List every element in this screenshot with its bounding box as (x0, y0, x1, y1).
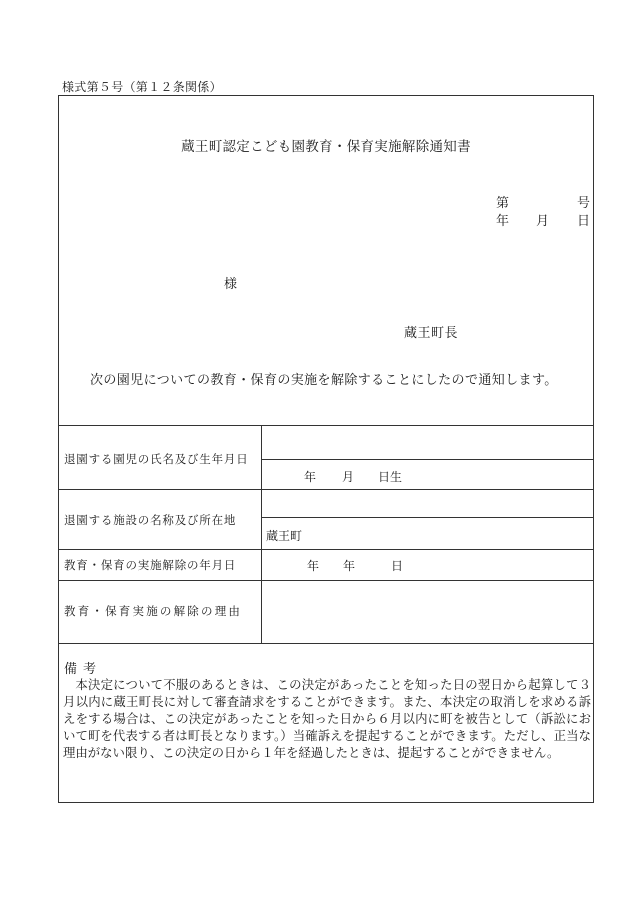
termination-month: 年 (343, 559, 356, 573)
dob-day: 日生 (378, 470, 403, 484)
row2-label: 退園する施設の名称及び所在地 (64, 513, 237, 527)
date-year: 年 (496, 214, 510, 229)
facility-name-field[interactable] (263, 491, 592, 516)
row3-bottom-border (58, 580, 594, 581)
notice-body: 次の園児についての教育・保育の実施を解除することにしたので通知します。 (90, 373, 558, 388)
dob-month: 月 (342, 470, 355, 484)
child-name-field[interactable] (263, 427, 592, 458)
row4-label: 教育・保育実施の解除の理由 (64, 604, 243, 618)
row2-split-line (261, 517, 594, 518)
notice-title: 蔵王町認定こども園教育・保育実施解除通知書 (181, 139, 471, 155)
termination-day: 日 (391, 559, 404, 573)
row1-split-line (261, 459, 594, 460)
table-bottom-border (58, 643, 594, 644)
row3-label: 教育・保育の実施解除の年月日 (64, 558, 237, 572)
table-top-border (58, 425, 594, 426)
termination-year: 年 (307, 559, 320, 573)
addressee-honorific: 様 (224, 277, 238, 292)
issuer-name: 蔵王町長 (404, 326, 459, 341)
remarks-title: 備考 (64, 662, 103, 677)
dob-year: 年 (304, 470, 317, 484)
form-number: 様式第５号（第１２条関係） (62, 80, 222, 94)
row1-bottom-border (58, 489, 594, 490)
row1-label: 退園する園児の氏名及び生年月日 (64, 452, 249, 466)
row2-bottom-border (58, 549, 594, 550)
date-month: 月 (536, 214, 550, 229)
termination-reason-field[interactable] (263, 582, 592, 642)
number-prefix: 第 (496, 196, 510, 211)
label-column-divider (261, 425, 262, 643)
address-prefix: 蔵王町 (266, 529, 303, 543)
date-day: 日 (577, 214, 591, 229)
remarks-text: 本決定について不服のあるときは、この決定があったことを知った日の翌日から起算して３月以内に蔵王町長に対して審査請求をすることができます。また、本決定の取消しを求める訴えをする場合は、この決定があったことを知った日から６月以内に町を被告として（訴訟において町を代表する者は町長となります。）当確訴えを提起することができます。ただし、正当な理由がない限り、この決定の日から１年を経過したときは、提起することができません。 (63, 677, 591, 760)
number-suffix: 号 (577, 196, 591, 211)
